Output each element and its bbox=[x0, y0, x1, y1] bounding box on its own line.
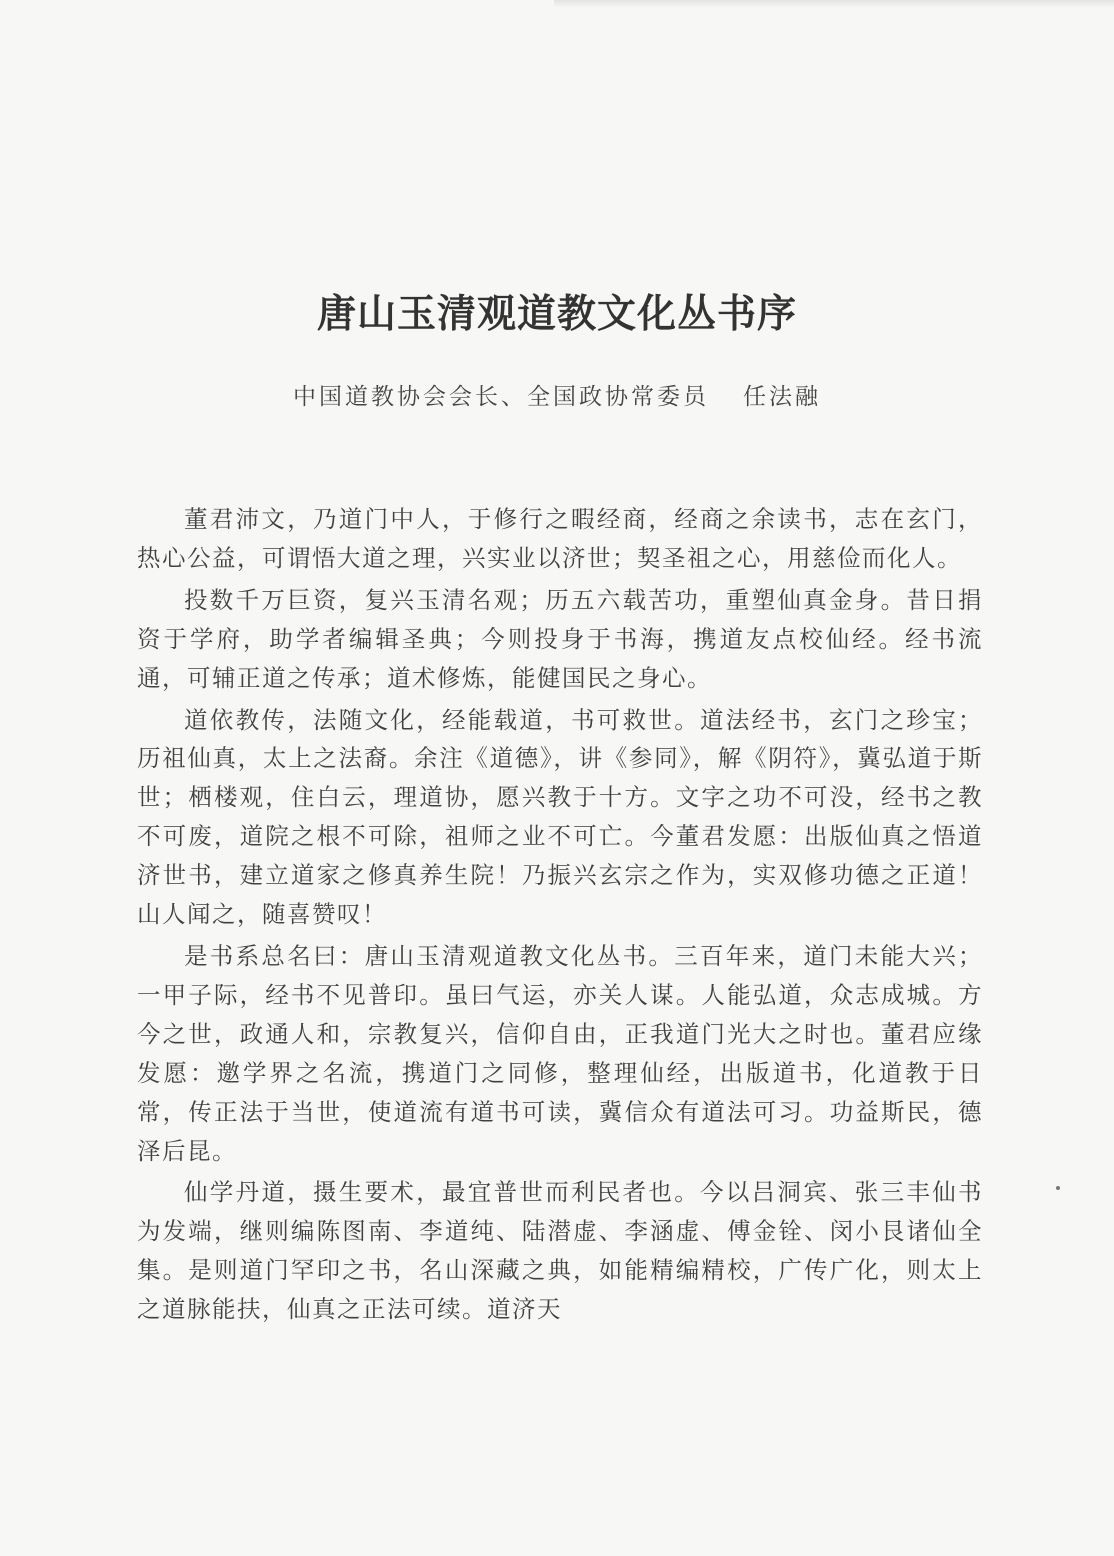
paragraph-3: 道依教传，法随文化，经能载道，书可救世。道法经书，玄门之珍宝；历祖仙真，太上之法裔。余注《道德》，讲《参同》，解《阴符》，冀弘道于斯世；栖楼观，住白云，理道协，愿兴教于十方。文字之功不可没，经书之教不可废，道院之根不可除，祖师之业不可亡。今董君发愿：出版仙真之悟道济世书，建立道家之修真养生院！乃振兴玄宗之作为，实双修功德之正道！山人闻之，随喜赞叹！ bbox=[137, 705, 983, 929]
author-name: 任法融 bbox=[743, 384, 821, 410]
byline bbox=[0, 380, 1114, 414]
paragraph-1: 董君沛文，乃道门中人，于修行之暇经商，经商之余读书，志在玄门，热心公益，可谓悟大道之理，兴实业以济世；契圣祖之心，用慈俭而化人。 bbox=[137, 505, 983, 572]
page-title: 唐山玉清观道教文化丛书序 bbox=[316, 291, 797, 337]
scan-speck bbox=[1056, 1186, 1060, 1190]
paragraph-5: 仙学丹道，摄生要术，最宜普世而利民者也。今以吕洞宾、张三丰仙书为发端，继则编陈图南、李道纯、陆潜虚、李涵虚、傅金铨、闵小艮诸仙全集。是则道门罕印之书，名山深藏之典，如能精编精校，广传广化，则太上之道脉能扶，仙真之正法可续。道济天 bbox=[137, 1178, 983, 1324]
body-text bbox=[137, 500, 983, 1332]
paragraph-4: 是书系总名曰：唐山玉清观道教文化丛书。三百年来，道门未能大兴；一甲子际，经书不见普印。虽曰气运，亦关人谋。人能弘道，众志成城。方今之世，政通人和，宗教复兴，信仰自由，正我道门光大之时也。董君应缘发愿：邀学界之名流，携道门之同修，整理仙经，出版道书，化道教于日常，传正法于当世，使道流有道书可读，冀信众有道法可习。功益斯民，德泽后昆。 bbox=[137, 941, 983, 1165]
author-position: 中国道教协会会长、全国政协常委员 bbox=[293, 384, 709, 410]
scan-edge-shadow bbox=[554, 0, 1114, 8]
paragraph-2: 投数千万巨资，复兴玉清名观；历五六载苦功，重塑仙真金身。昔日捐资于学府，助学者编辑圣典；今则投身于书海，携道友点校仙经。经书流通，可辅正道之传承；道术修炼，能健国民之身心。 bbox=[137, 585, 983, 692]
